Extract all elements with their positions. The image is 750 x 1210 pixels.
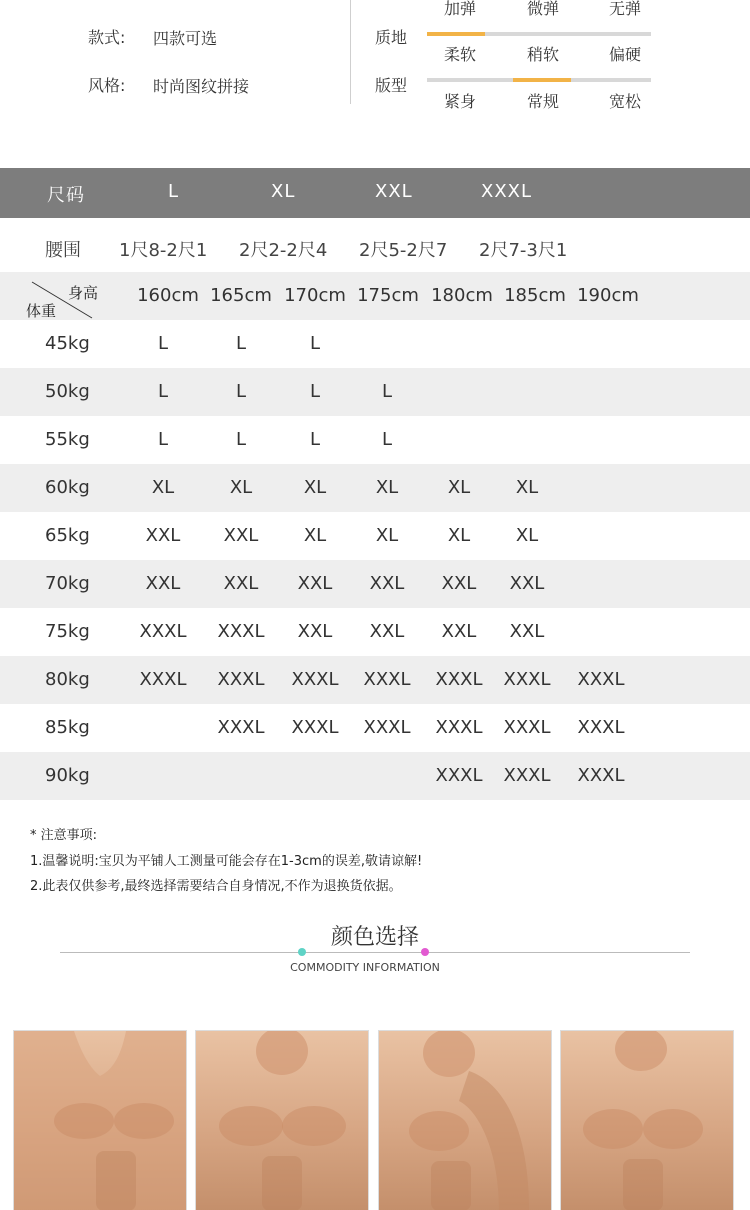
size-cell: XXXL <box>435 717 483 738</box>
style-label: 款式: <box>88 28 126 47</box>
size-cell: XXXL <box>577 669 625 690</box>
texture-top-option: 无弹 <box>608 0 641 18</box>
color-section-title: 颜色选择 <box>330 925 419 950</box>
weight-label: 50kg <box>45 381 90 402</box>
texture-scale-indicator <box>427 32 485 36</box>
product-photo-3[interactable] <box>378 1030 552 1210</box>
height-header-cell: 160cm <box>137 285 199 306</box>
size-cell: XXXL <box>291 669 339 690</box>
height-header-cell: 165cm <box>210 285 272 306</box>
size-cell: L <box>235 429 247 450</box>
weight-label: 90kg <box>45 765 90 786</box>
weight-label: 70kg <box>45 573 90 594</box>
size-cell: L <box>381 429 393 450</box>
size-cell: XXXL <box>139 669 187 690</box>
table-row <box>0 608 750 656</box>
model-torso-icon <box>196 1031 368 1210</box>
notes-line: 2.此表仅供参考,最终选择需要结合自身情况,不作为退换货依据。 <box>30 879 402 894</box>
size-cell: XXL <box>509 621 545 642</box>
size-cell: XXXL <box>435 765 483 786</box>
color-section-divider <box>60 952 690 953</box>
size-cell: XL <box>447 477 471 498</box>
size-cell: XXXL <box>217 621 265 642</box>
texture-top-option: 加弹 <box>443 0 476 18</box>
table-row <box>0 704 750 752</box>
size-cell: XL <box>515 477 539 498</box>
fit-scale-indicator <box>513 78 571 82</box>
size-cell: L <box>235 333 247 354</box>
color-section-subtitle: COMMODITY INFORMATION <box>290 961 440 974</box>
table-row <box>0 416 750 464</box>
table-row <box>0 656 750 704</box>
table-row <box>0 752 750 800</box>
size-header-label: 尺码 <box>47 185 85 206</box>
size-cell: L <box>309 333 321 354</box>
size-cell: XXL <box>145 573 181 594</box>
size-cell: XXL <box>369 573 405 594</box>
size-cell: XXXL <box>217 717 265 738</box>
product-photo-4[interactable] <box>560 1030 734 1210</box>
size-cell: XXXL <box>363 717 411 738</box>
weight-label: 65kg <box>45 525 90 546</box>
size-cell: XXL <box>369 621 405 642</box>
size-header-cell: XXL <box>375 181 413 202</box>
size-cell: XXXL <box>503 765 551 786</box>
size-cell: L <box>157 429 169 450</box>
size-cell: XXL <box>223 525 259 546</box>
fit-option: 常规 <box>526 92 559 111</box>
size-cell: XXXL <box>503 717 551 738</box>
height-header-cell: 190cm <box>577 285 639 306</box>
size-cell: XXL <box>145 525 181 546</box>
size-cell: XL <box>375 525 399 546</box>
corner-cell <box>26 278 118 320</box>
texture-top-option: 微弹 <box>526 0 559 18</box>
product-photo-2[interactable] <box>195 1030 369 1210</box>
weight-label: 45kg <box>45 333 90 354</box>
waist-row <box>0 220 750 270</box>
table-row <box>0 560 750 608</box>
size-cell: L <box>381 381 393 402</box>
table-row <box>0 512 750 560</box>
weight-label: 80kg <box>45 669 90 690</box>
size-header-cell: XL <box>271 181 296 202</box>
table-row <box>0 464 750 512</box>
size-cell: XXL <box>297 621 333 642</box>
size-cell: XL <box>229 477 253 498</box>
size-cell: XXXL <box>503 669 551 690</box>
size-cell: XL <box>375 477 399 498</box>
size-header-cell: L <box>168 181 180 202</box>
table-row <box>0 368 750 416</box>
weight-label: 85kg <box>45 717 90 738</box>
weight-label: 60kg <box>45 477 90 498</box>
size-header-row <box>0 168 750 218</box>
fashion-value: 时尚图纹拼接 <box>153 77 250 96</box>
waist-cell: 2尺2-2尺4 <box>239 240 328 261</box>
size-cell: XXL <box>223 573 259 594</box>
size-cell: XXXL <box>291 717 339 738</box>
model-torso-icon <box>14 1031 186 1210</box>
fashion-label: 风格: <box>88 76 126 95</box>
decorative-dot-icon <box>421 948 429 956</box>
size-cell: L <box>309 381 321 402</box>
notes-line: 1.温馨说明:宝贝为平铺人工测量可能会存在1-3cm的误差,敬请谅解! <box>30 854 423 869</box>
waist-cell: 1尺8-2尺1 <box>119 240 208 261</box>
decorative-dot-icon <box>298 948 306 956</box>
table-row <box>0 320 750 368</box>
fit-label: 版型 <box>375 76 408 95</box>
waist-cell: 2尺7-3尺1 <box>479 240 568 261</box>
attribute-divider <box>350 0 351 104</box>
size-cell: XXL <box>441 573 477 594</box>
texture-bottom-option: 柔软 <box>443 45 476 64</box>
waist-label: 腰围 <box>45 240 81 261</box>
size-cell: XL <box>515 525 539 546</box>
size-cell: XXL <box>297 573 333 594</box>
size-cell: XXL <box>509 573 545 594</box>
size-cell: XXXL <box>577 765 625 786</box>
size-cell: XL <box>303 477 327 498</box>
size-cell: XXXL <box>577 717 625 738</box>
texture-bottom-option: 偏硬 <box>608 45 641 64</box>
weight-label: 55kg <box>45 429 90 450</box>
waist-cell: 2尺5-2尺7 <box>359 240 448 261</box>
size-cell: XL <box>303 525 327 546</box>
notes-title: * 注意事项: <box>30 828 98 843</box>
height-header-cell: 180cm <box>431 285 493 306</box>
size-cell: XXL <box>441 621 477 642</box>
size-cell: XXXL <box>435 669 483 690</box>
size-cell: XXXL <box>217 669 265 690</box>
weight-corner-label: 体重 <box>26 302 57 320</box>
size-cell: L <box>157 381 169 402</box>
size-cell: XXXL <box>363 669 411 690</box>
height-header-row <box>0 272 750 320</box>
style-value: 四款可选 <box>153 29 218 48</box>
texture-bottom-option: 稍软 <box>526 45 559 64</box>
size-cell: L <box>309 429 321 450</box>
fit-option: 宽松 <box>608 92 641 111</box>
model-torso-icon <box>561 1031 733 1210</box>
fit-option: 紧身 <box>443 92 476 111</box>
size-cell: XL <box>447 525 471 546</box>
product-photo-1[interactable] <box>13 1030 187 1210</box>
size-cell: XXXL <box>139 621 187 642</box>
model-torso-icon <box>379 1031 551 1210</box>
height-corner-label: 身高 <box>67 284 98 302</box>
height-header-cell: 185cm <box>504 285 566 306</box>
height-header-cell: 175cm <box>357 285 419 306</box>
height-header-cell: 170cm <box>284 285 346 306</box>
weight-label: 75kg <box>45 621 90 642</box>
size-cell: XL <box>151 477 175 498</box>
size-cell: L <box>235 381 247 402</box>
texture-label: 质地 <box>375 28 408 47</box>
size-cell: L <box>157 333 169 354</box>
size-header-cell: XXXL <box>481 181 533 202</box>
